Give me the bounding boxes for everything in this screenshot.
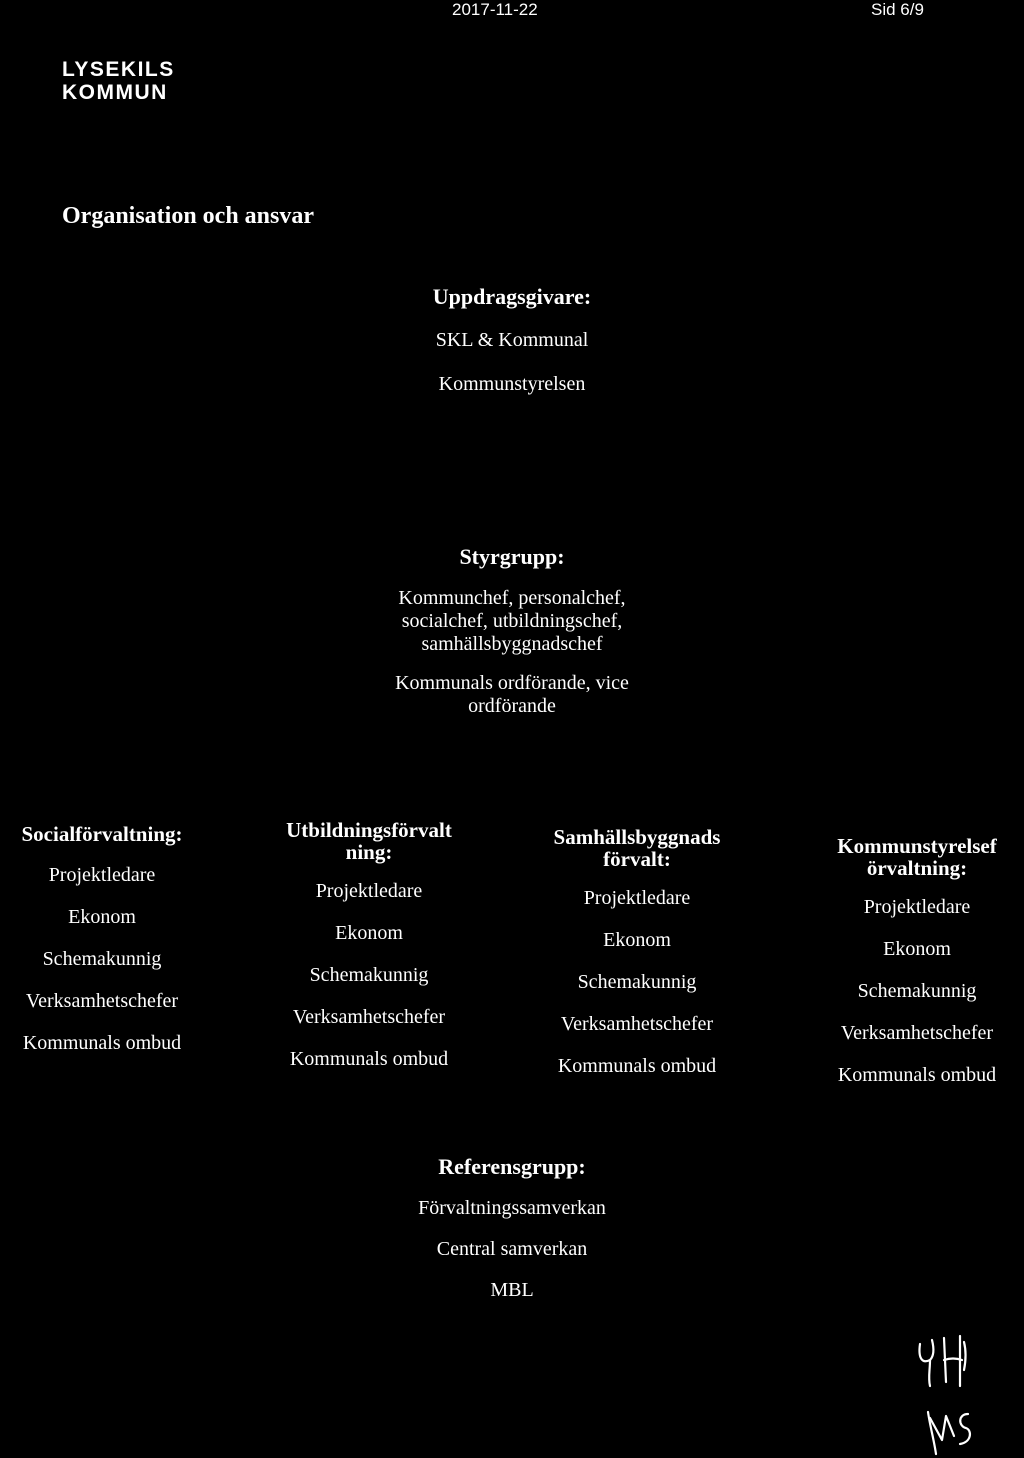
column-item: Ekonom: [883, 938, 951, 960]
column-item: Projektledare: [48, 864, 156, 886]
referensgrupp-block: [352, 1155, 672, 1302]
column-item: Projektledare: [583, 887, 691, 909]
styrgrupp-members: [342, 587, 682, 656]
column-heading: förvalt:: [603, 847, 671, 871]
column-heading: Kommunstyrelsef: [837, 834, 997, 858]
referensgrupp-heading: Referensgrupp:: [438, 1154, 586, 1179]
column-heading: ning:: [345, 840, 393, 864]
column-item: Schemakunnig: [309, 964, 429, 986]
referensgrupp-item: Förvaltningssamverkan: [418, 1197, 606, 1219]
column-item: Projektledare: [863, 896, 971, 918]
column-socialforvaltning: [0, 823, 217, 1054]
column-item: Ekonom: [335, 922, 403, 944]
column-heading: Samhällsbyggnads: [553, 825, 721, 849]
styrgrupp-line: ordförande: [468, 695, 556, 717]
column-samhallsbyggnadsforvaltning: [522, 826, 752, 1077]
column-item: Ekonom: [603, 929, 671, 951]
styrgrupp-line: Kommunchef, personalchef,: [398, 587, 626, 609]
municipality-logo: [62, 58, 175, 104]
column-item: Kommunals ombud: [22, 1032, 182, 1054]
column-item: Ekonom: [68, 906, 136, 928]
column-item: Schemakunnig: [577, 971, 697, 993]
column-item: Verksamhetschefer: [292, 1006, 446, 1028]
column-heading: Utbildningsförvalt: [286, 818, 452, 842]
referensgrupp-item: Central samverkan: [436, 1238, 588, 1260]
document-date: 2017-11-22: [452, 0, 538, 19]
referensgrupp-item: MBL: [490, 1279, 534, 1301]
uppdragsgivare-block: [362, 285, 662, 396]
column-item: Kommunals ombud: [837, 1064, 997, 1086]
column-item: Verksamhetschefer: [560, 1013, 714, 1035]
column-item: Kommunals ombud: [289, 1048, 449, 1070]
uppdragsgivare-item: Kommunstyrelsen: [438, 373, 586, 395]
column-item: Projektledare: [315, 880, 423, 902]
styrgrupp-block: [342, 545, 682, 718]
styrgrupp-line: samhällsbyggnadschef: [421, 633, 603, 655]
page-title: Organisation och ansvar: [62, 203, 315, 229]
logo-line-2: KOMMUN: [62, 81, 168, 104]
column-item: Schemakunnig: [857, 980, 977, 1002]
column-heading: Socialförvaltning:: [21, 822, 183, 846]
uppdragsgivare-heading: Uppdragsgivare:: [432, 284, 592, 309]
handwritten-initials-signature: [900, 1330, 990, 1458]
styrgrupp-line: socialchef, utbildningschef,: [401, 610, 623, 632]
logo-line-1: LYSEKILS: [62, 58, 175, 81]
column-item: Verksamhetschefer: [25, 990, 179, 1012]
column-item: Schemakunnig: [42, 948, 162, 970]
column-heading: örvaltning:: [866, 856, 968, 880]
uppdragsgivare-item: SKL & Kommunal: [435, 329, 589, 351]
column-item: Kommunals ombud: [557, 1055, 717, 1077]
styrgrupp-union: [342, 672, 682, 718]
column-utbildningsforvaltning: [254, 819, 484, 1070]
column-kommunstyrelseforvaltning: [802, 835, 1024, 1086]
styrgrupp-heading: Styrgrupp:: [459, 544, 565, 569]
styrgrupp-line: Kommunals ordförande, vice: [395, 672, 629, 694]
page-number: Sid 6/9: [871, 0, 924, 19]
column-item: Verksamhetschefer: [840, 1022, 994, 1044]
